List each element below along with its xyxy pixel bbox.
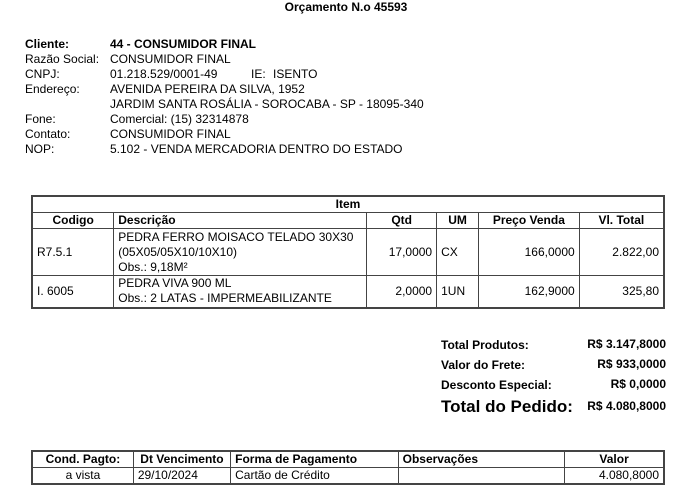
- discount-value: R$ 0,0000: [610, 377, 666, 391]
- freight-label: Valor do Frete:: [441, 358, 526, 372]
- item-description-line: PEDRA VIVA 900 ML: [118, 276, 232, 291]
- payment-method: Cartão de Crédito: [231, 468, 399, 485]
- total-products-row: [441, 335, 666, 355]
- item-total: 325,80: [579, 276, 664, 308]
- address-line2-value: JARDIM SANTA ROSÁLIA - SOROCABA - SP - 18095-340: [110, 97, 424, 111]
- ie-value: ISENTO: [273, 67, 318, 81]
- item-price: 166,0000: [479, 229, 580, 276]
- phone-label: Fone:: [25, 112, 56, 126]
- item-code: R7.5.1: [32, 229, 114, 276]
- order-total-value: R$ 4.080,8000: [587, 399, 666, 413]
- nop-label: NOP:: [25, 142, 55, 156]
- discount-row: [441, 375, 666, 395]
- item-qty: 17,0000: [367, 229, 437, 276]
- cnpj-value: 01.218.529/0001-49: [110, 67, 218, 81]
- header-price: Preço Venda: [479, 213, 580, 229]
- payment-amount: 4.080,8000: [565, 468, 664, 485]
- table-row: [32, 468, 664, 485]
- item-qty: 2,0000: [367, 276, 437, 308]
- header-notes: Observações: [398, 451, 565, 468]
- freight-row: [441, 355, 666, 375]
- item-price: 162,9000: [479, 276, 580, 308]
- order-total-row: [441, 395, 666, 419]
- item-unit: CX: [437, 229, 479, 276]
- header-amount: Valor: [565, 451, 664, 468]
- table-row: [32, 276, 664, 308]
- item-description: [114, 229, 367, 276]
- item-unit: 1UN: [437, 276, 479, 308]
- header-payment-condition: Cond. Pagto:: [32, 451, 133, 468]
- payment-condition: a vista: [32, 468, 133, 485]
- contact-value: CONSUMIDOR FINAL: [110, 127, 231, 141]
- item-note: Obs.: 9,18M²: [118, 259, 188, 274]
- item-note: Obs.: 2 LATAS - IMPERMEABILIZANTE: [118, 291, 332, 306]
- item-description-line: PEDRA FERRO MOISACO TELADO 30X30: [118, 229, 354, 244]
- freight-value: R$ 933,0000: [597, 357, 666, 371]
- company-name-label: Razão Social:: [25, 52, 100, 66]
- payment-due-date: 29/10/2024: [133, 468, 230, 485]
- document-title: Orçamento N.o 45593: [284, 0, 408, 14]
- total-products-value: R$ 3.147,8000: [587, 337, 666, 351]
- header-due-date: Dt Vencimento: [133, 451, 230, 468]
- payment-notes: [398, 468, 565, 485]
- items-section-title: Item: [32, 196, 664, 213]
- address-label: Endereço:: [25, 82, 80, 96]
- item-description-line: (05X05/05X10/10X10): [118, 244, 237, 259]
- header-qty: Qtd: [367, 213, 437, 229]
- header-unit: UM: [437, 213, 479, 229]
- header-payment-method: Forma de Pagamento: [231, 451, 399, 468]
- company-name-value: CONSUMIDOR FINAL: [110, 52, 231, 66]
- ie-label: IE:: [251, 67, 266, 81]
- client-label: Cliente:: [25, 37, 70, 51]
- header-total: Vl. Total: [579, 213, 664, 229]
- item-description: [114, 276, 367, 308]
- order-total-label: Total do Pedido:: [441, 397, 573, 416]
- total-products-label: Total Produtos:: [441, 338, 529, 352]
- client-value: 44 - CONSUMIDOR FINAL: [110, 37, 257, 51]
- phone-value: Comercial: (15) 32314878: [110, 112, 249, 126]
- table-row: [32, 229, 664, 276]
- payment-table: [31, 450, 665, 485]
- discount-label: Desconto Especial:: [441, 378, 552, 392]
- item-total: 2.822,00: [579, 229, 664, 276]
- nop-value: 5.102 - VENDA MERCADORIA DENTRO DO ESTADO: [110, 142, 403, 156]
- header-code: Codigo: [32, 213, 114, 229]
- contact-label: Contato:: [25, 127, 71, 141]
- totals-summary: [441, 335, 666, 419]
- address-value: AVENIDA PEREIRA DA SILVA, 1952: [110, 82, 305, 96]
- item-code: I. 6005: [32, 276, 114, 308]
- items-table: [31, 195, 665, 309]
- header-description: Descrição: [114, 213, 367, 229]
- cnpj-label: CNPJ:: [25, 67, 60, 81]
